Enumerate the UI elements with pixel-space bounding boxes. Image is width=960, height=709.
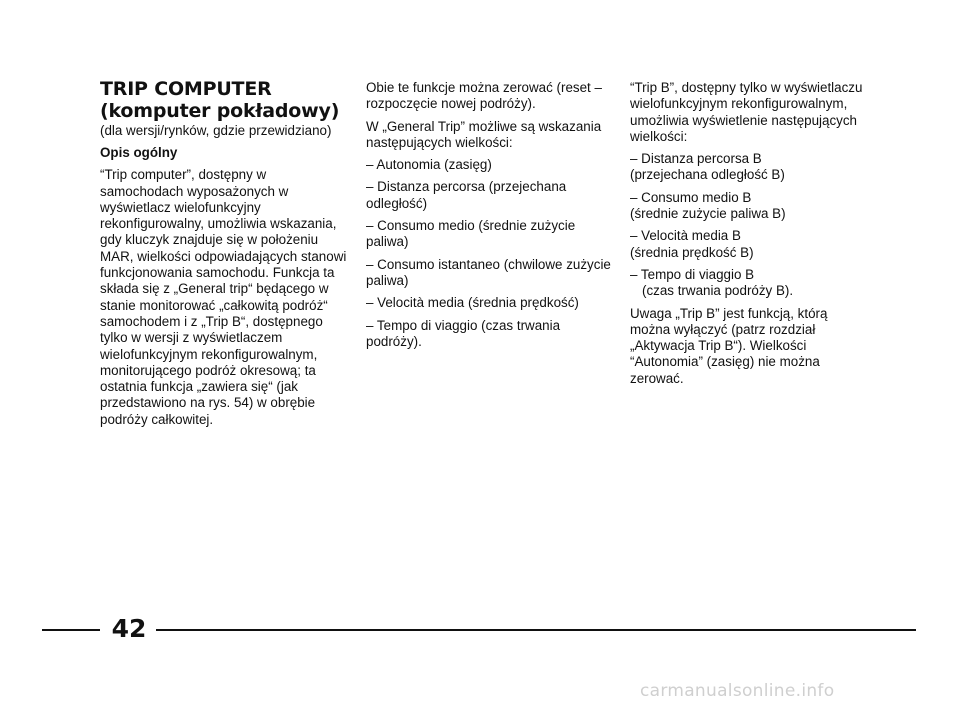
footer-rule-left [42, 629, 100, 631]
list-item [630, 151, 870, 184]
page-title: TRIP COMPUTER [100, 78, 272, 100]
list-item [630, 228, 870, 261]
list-item-main: – Tempo di viaggio B [630, 266, 755, 282]
left-column [100, 78, 352, 434]
list-item-main: – Velocità media B [630, 228, 741, 244]
note-paragraph: Uwaga „Trip B” jest funkcją, którą można wyłączyć (patrz rozdział „Aktywacja Trip B“). Wielkości “Autonomia” (zasięg) nie można zerować. [630, 305, 828, 386]
description-paragraph: “Trip computer”, dostępny w samochodach wyposażonych w wyświetlacz wielofunkcyjny rekonfigurowalny, umożliwia wskazania, gdy kluczyk znajduje się w położeniu MAR, wielkości odpowiadających stanowi funkcjonowania samochodu. Funkcja ta składa się z „General trip“ będącego w stanie monitorować „całkowitą podróż“ samochodem i z „Trip B“, dostępnego tylko w wersji z wyświetlaczem wielofunkcyjnym rekonfigurowalnym, monitorującego podróż okresową; ta ostatnia funkcja „zawiera się“ (jak przedstawiono na rys. 54) w obrębie podróży całkowitej. [100, 167, 347, 427]
watermark: carmanualsonline.info [640, 681, 835, 701]
title-note: (dla wersji/rynków, gdzie przewidziano) [100, 123, 332, 138]
list-item [630, 267, 870, 300]
list-item: – Consumo medio (średnie zużycie paliwa) [366, 218, 576, 250]
list-item-sub: (przejechana odległość B) [630, 167, 785, 183]
list-item: – Consumo istantaneo (chwilowe zużycie paliwa) [366, 256, 611, 288]
middle-column [366, 80, 614, 356]
list-item: – Tempo di viaggio (czas trwania podróży). [366, 317, 561, 349]
list-item-main: – Consumo medio B [630, 189, 752, 205]
page-title-subline: (komputer pokładowy) [100, 100, 340, 122]
list-item: – Distanza percorsa (przejechana odległość) [366, 179, 567, 211]
list-item-sub: (czas trwania podróży B). [642, 283, 794, 299]
section-heading: Opis ogólny [100, 145, 178, 160]
list-item: – Velocità media (średnia prędkość) [366, 295, 579, 311]
right-column [630, 80, 870, 393]
list-item-sub: (średnie zużycie paliwa B) [630, 206, 786, 222]
list-item-sub: (średnia prędkość B) [630, 244, 754, 260]
trip-b-intro: “Trip B”, dostępny tylko w wyświetlaczu wielofunkcyjnym rekonfigurowalnym, umożliwia wyświetlenie następujących wielkości: [630, 80, 863, 144]
page-number: 42 [111, 614, 147, 643]
list-item-main: – Distanza percorsa B [630, 151, 762, 167]
list-item: – Autonomia (zasięg) [366, 157, 492, 173]
footer-rule-right [156, 629, 916, 631]
general-trip-intro: W „General Trip” możliwe są wskazania następujących wielkości: [366, 118, 602, 150]
list-item [630, 190, 870, 223]
reset-paragraph: Obie te funkcje można zerować (reset – rozpoczęcie nowej podróży). [366, 80, 602, 112]
